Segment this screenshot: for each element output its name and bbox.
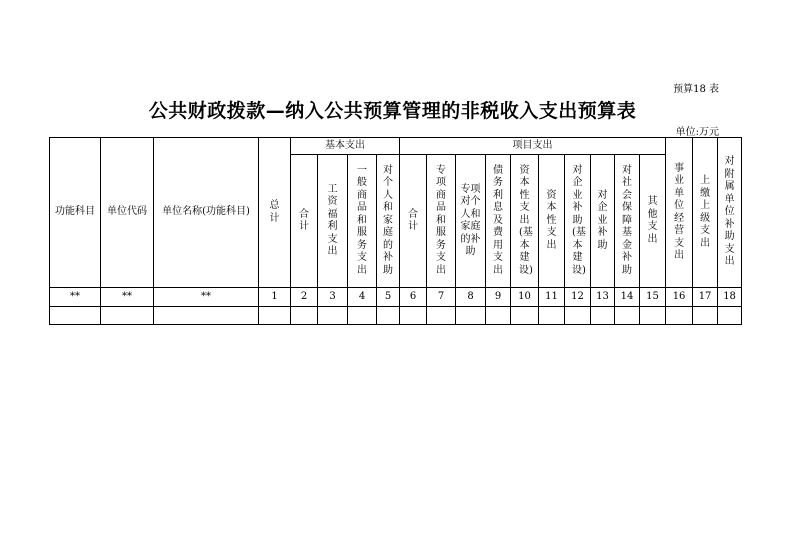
- header-capital-basic: 资本性支出(基本建设): [511, 155, 539, 288]
- table-cell: [565, 307, 591, 325]
- table-cell: 13: [591, 288, 615, 307]
- table-cell: [318, 307, 348, 325]
- header-enterprise-basic: 对企业补助(基本建设): [565, 155, 591, 288]
- table-cell: 5: [377, 288, 400, 307]
- header-capital: 资本性支出: [539, 155, 565, 288]
- table-number: 预算18 表: [673, 84, 719, 95]
- table-cell: [377, 307, 400, 325]
- header-business: 事业单位经营支出: [666, 138, 693, 288]
- table-cell: [511, 307, 539, 325]
- header-individual-family: 对个人和家庭的补助: [377, 155, 400, 288]
- unit-label: 单位:万元: [675, 127, 719, 138]
- header-unit-code: 单位代码: [101, 138, 154, 288]
- table-cell: [640, 307, 666, 325]
- table-cell: 8: [456, 288, 486, 307]
- table-cell: [291, 307, 318, 325]
- table-cell: [154, 307, 259, 325]
- table-cell: 10: [511, 288, 539, 307]
- header-wages: 工资福利支出: [318, 155, 348, 288]
- header-debt-interest: 债务利息及费用支出: [486, 155, 511, 288]
- table-cell: [693, 307, 718, 325]
- table-cell: [718, 307, 742, 325]
- table-cell: [456, 307, 486, 325]
- table-row: [50, 307, 742, 325]
- table-cell: 6: [400, 288, 427, 307]
- table-cell: 2: [291, 288, 318, 307]
- header-special-individual: 专项对个人和家庭的补助: [456, 155, 486, 288]
- table-cell: 4: [348, 288, 377, 307]
- table-cell: 3: [318, 288, 348, 307]
- header-goods-services: 一般商品和服务支出: [348, 155, 377, 288]
- table-cell: 1: [259, 288, 291, 307]
- header-row-1: [50, 138, 742, 155]
- header-unit-name: 单位名称(功能科目): [154, 138, 259, 288]
- table-cell: [348, 307, 377, 325]
- table-cell: [591, 307, 615, 325]
- table-cell: [666, 307, 693, 325]
- table-cell: 7: [427, 288, 456, 307]
- table-cell: **: [101, 288, 154, 307]
- table-cell: [615, 307, 640, 325]
- header-upper-level: 上缴上级支出: [693, 138, 718, 288]
- header-total: 总计: [259, 138, 291, 288]
- table-cell: [400, 307, 427, 325]
- header-project-subtotal: 合计: [400, 155, 427, 288]
- table-cell: 17: [693, 288, 718, 307]
- table-cell: 11: [539, 288, 565, 307]
- table-cell: [427, 307, 456, 325]
- table-cell: [101, 307, 154, 325]
- table-cell: 18: [718, 288, 742, 307]
- table-cell: 9: [486, 288, 511, 307]
- table-cell: 12: [565, 288, 591, 307]
- table-cell: [50, 307, 101, 325]
- column-number-row: [50, 288, 742, 307]
- budget-table: [49, 137, 742, 325]
- table-cell: [259, 307, 291, 325]
- table-cell: **: [50, 288, 101, 307]
- header-subordinate: 对附属单位补助支出: [718, 138, 742, 288]
- header-other: 其他支出: [640, 155, 666, 288]
- page-title: 公共财政拨款—纳入公共预算管理的非税收入支出预算表: [148, 100, 637, 122]
- header-social-security: 对社会保障基金补助: [615, 155, 640, 288]
- table-cell: 16: [666, 288, 693, 307]
- header-func-subject: 功能科目: [50, 138, 101, 288]
- header-project-group: 项目支出: [400, 138, 666, 155]
- header-enterprise: 对企业补助: [591, 155, 615, 288]
- header-basic-group: 基本支出: [291, 138, 400, 155]
- table-cell: 15: [640, 288, 666, 307]
- table-cell: [486, 307, 511, 325]
- table-cell: [539, 307, 565, 325]
- table-cell: 14: [615, 288, 640, 307]
- table-cell: **: [154, 288, 259, 307]
- header-basic-subtotal: 合计: [291, 155, 318, 288]
- header-special-goods: 专项商品和服务支出: [427, 155, 456, 288]
